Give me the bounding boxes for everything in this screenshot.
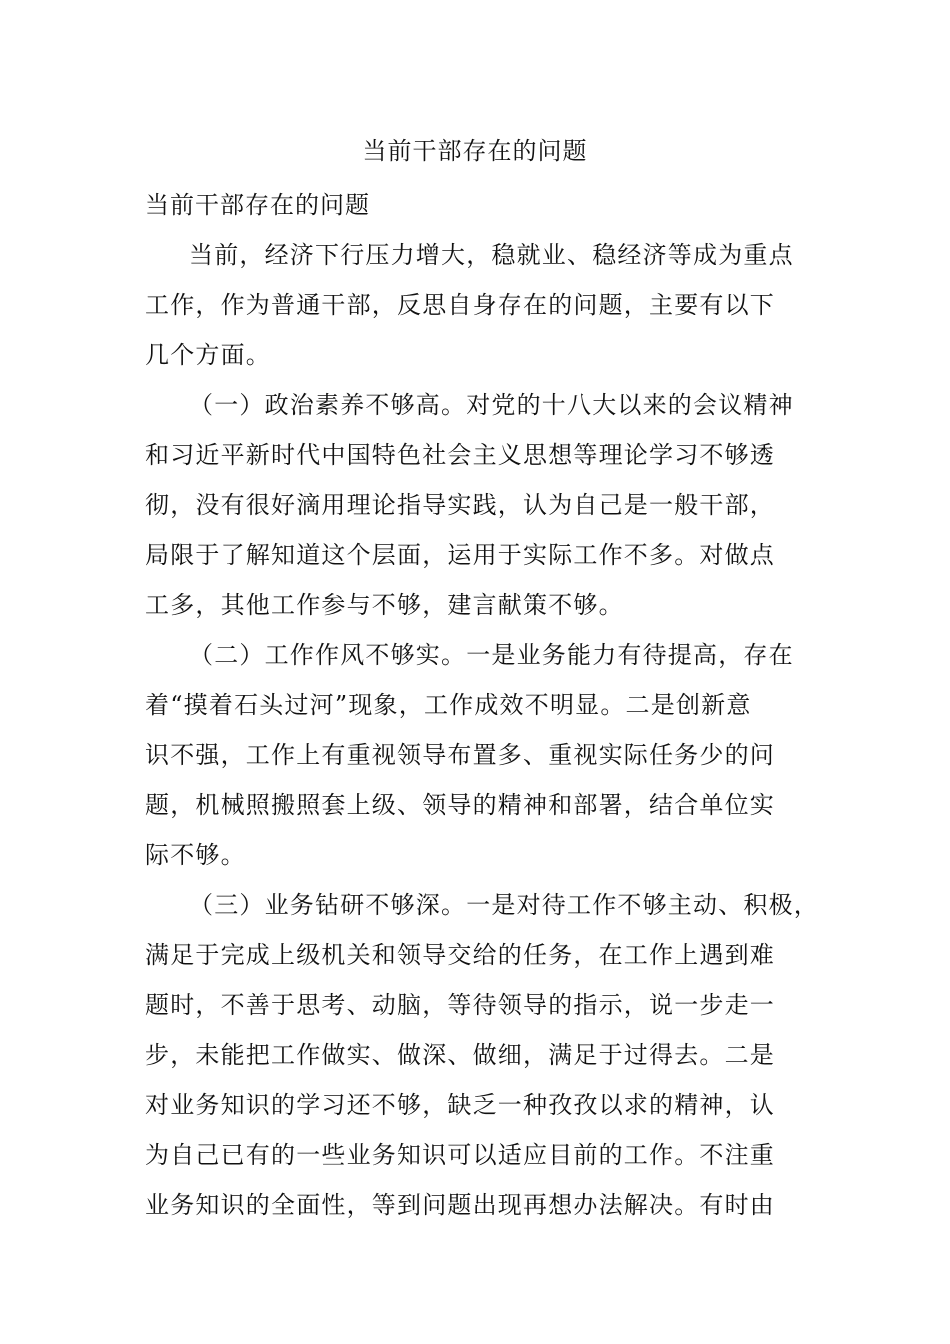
text-line: 际不够。 bbox=[145, 841, 246, 869]
text-line: 当前，经济下行压力增大，稳就业、稳经济等成为重点 bbox=[189, 241, 794, 269]
text-line: 工作，作为普通干部，反思自身存在的问题，主要有以下 bbox=[145, 291, 775, 319]
text-line: 对业务知识的学习还不够，缺乏一种孜孜以求的精神，认 bbox=[145, 1091, 775, 1119]
document-subtitle: 当前干部存在的问题 bbox=[145, 191, 370, 219]
text-line: 和习近平新时代中国特色社会主义思想等理论学习不够透 bbox=[145, 441, 775, 469]
text-line: 局限于了解知道这个层面，运用于实际工作不多。对做点 bbox=[145, 541, 775, 569]
text-line: （三）业务钻研不够深。一是对待工作不够主动、积极， bbox=[189, 891, 819, 919]
text-line: 题时，不善于思考、动脑，等待领导的指示，说一步走一 bbox=[145, 991, 775, 1019]
text-line: 为自己已有的一些业务知识可以适应目前的工作。不注重 bbox=[145, 1141, 775, 1169]
text-line: 几个方面。 bbox=[145, 341, 271, 369]
text-line: 着“摸着石头过河”现象，工作成效不明显。二是创新意 bbox=[145, 691, 752, 719]
text-line: 业务知识的全面性，等到问题出现再想办法解决。有时由 bbox=[145, 1191, 775, 1219]
text-line: 工多，其他工作参与不够，建言献策不够。 bbox=[145, 591, 624, 619]
text-line: （二）工作作风不够实。一是业务能力有待提高，存在 bbox=[189, 641, 794, 669]
document-title: 当前干部存在的问题 bbox=[362, 137, 588, 165]
document-body bbox=[145, 180, 819, 1230]
text-line: 步，未能把工作做实、做深、做细，满足于过得去。二是 bbox=[145, 1041, 775, 1069]
text-line: 满足于完成上级机关和领导交给的任务，在工作上遇到难 bbox=[145, 941, 775, 969]
text-line: 识不强，工作上有重视领导布置多、重视实际任务少的问 bbox=[145, 741, 775, 769]
text-line: （一）政治素养不够高。对党的十八大以来的会议精神 bbox=[189, 391, 794, 419]
text-line: 题，机械照搬照套上级、领导的精神和部署，结合单位实 bbox=[145, 791, 775, 819]
text-line: 彻，没有很好滴用理论指导实践，认为自己是一般干部， bbox=[145, 491, 775, 519]
